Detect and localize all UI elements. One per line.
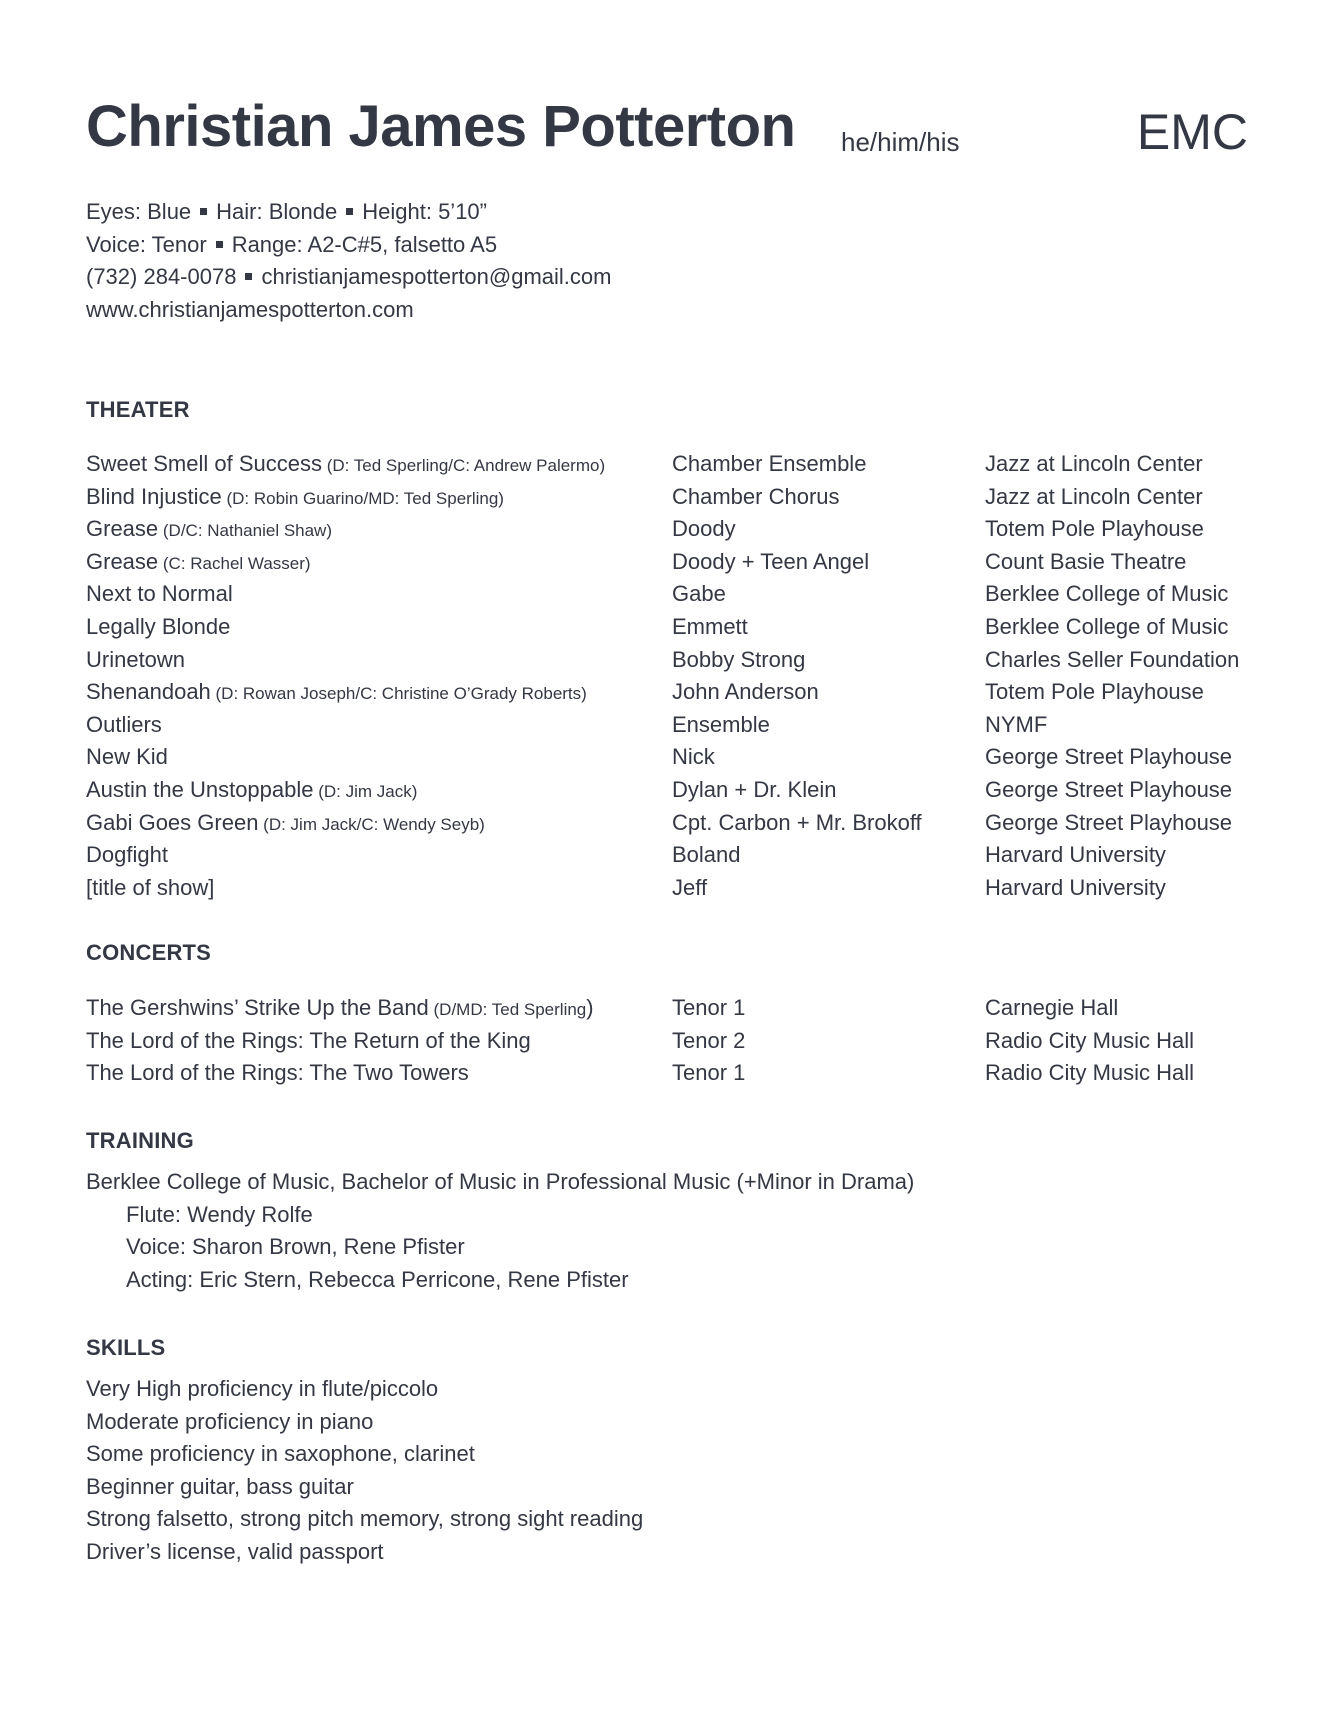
credit-role: Cpt. Carbon + Mr. Brokoff	[672, 809, 922, 835]
credit-row	[86, 644, 1266, 677]
show-title: The Lord of the Rings: The Two Towers	[86, 1060, 469, 1086]
credit-row	[86, 481, 1266, 514]
show-title: Blind Injustice	[86, 483, 222, 509]
credit-role: Tenor 1	[672, 995, 746, 1020]
credit-venue: Berklee College of Music	[985, 613, 1229, 639]
show-title: Sweet Smell of Success	[86, 451, 322, 476]
credit-row	[86, 741, 1266, 774]
credit-show	[86, 807, 485, 842]
contact-info	[86, 196, 611, 326]
credit-role: Tenor 2	[672, 1027, 746, 1053]
credit-row	[86, 774, 1266, 807]
credit-show	[86, 774, 417, 809]
theater-credits	[86, 448, 1266, 904]
pronouns: he/him/his	[841, 127, 960, 157]
credit-role: Tenor 1	[672, 1060, 746, 1086]
skills-heading: SKILLS	[86, 1335, 166, 1360]
show-title: Dogfight	[86, 842, 168, 868]
show-title: Grease	[86, 548, 159, 574]
credit-role: Ensemble	[672, 711, 770, 737]
creative-team-note: (D/C: Nathaniel Shaw)	[158, 521, 332, 541]
credit-venue: Jazz at Lincoln Center	[985, 483, 1203, 509]
credit-row	[86, 709, 1266, 742]
credit-row	[86, 839, 1266, 872]
credit-venue: Charles Seller Foundation	[985, 646, 1240, 672]
credit-venue: Carnegie Hall	[985, 995, 1119, 1020]
skill-item: Very High proficiency in flute/piccolo	[86, 1376, 439, 1401]
show-title: Grease	[86, 516, 159, 542]
skill-item: Strong falsetto, strong pitch memory, strong sight reading	[86, 1506, 644, 1532]
concert-credits	[86, 992, 1266, 1090]
theater-heading: THEATER	[86, 397, 190, 422]
voice-type: Voice: Tenor	[86, 231, 207, 257]
credit-show	[86, 992, 594, 1027]
show-title: The Lord of the Rings: The Return of the King	[86, 1027, 531, 1053]
show-title: Outliers	[86, 711, 162, 737]
training-detail: Acting: Eric Stern, Rebecca Perricone, Rene Pfister	[126, 1266, 629, 1292]
skills-list	[86, 1373, 643, 1569]
skill-item: Driver’s license, valid passport	[86, 1538, 384, 1564]
show-title: Shenandoah	[86, 679, 211, 705]
height: Height: 5’10”	[362, 199, 487, 224]
credit-venue: George Street Playhouse	[985, 744, 1233, 770]
union-status: EMC	[1136, 104, 1248, 160]
credit-venue: Totem Pole Playhouse	[985, 679, 1204, 705]
credit-venue: Jazz at Lincoln Center	[985, 451, 1203, 476]
credit-show	[86, 839, 168, 874]
creative-team-note: (D: Robin Guarino/MD: Ted Sperling)	[221, 488, 504, 508]
voice-line	[86, 229, 611, 262]
show-title: The Gershwins’ Strike Up the Band	[86, 995, 429, 1020]
creative-team-note: (D/MD: Ted Sperling	[428, 1000, 587, 1019]
credit-venue: Harvard University	[985, 874, 1166, 900]
credit-role: Doody	[672, 516, 736, 542]
credit-row	[86, 676, 1266, 709]
credit-show	[86, 676, 587, 711]
show-title: Urinetown	[86, 646, 186, 672]
resume-header	[86, 92, 1248, 172]
credit-show	[86, 741, 168, 776]
credit-row	[86, 513, 1266, 546]
credit-role: Emmett	[672, 613, 748, 639]
appearance-line	[86, 196, 611, 229]
credit-show	[86, 546, 311, 581]
vocal-range: Range: A2-C#5, falsetto A5	[231, 231, 498, 257]
creative-team-note: (D: Rowan Joseph/C: Christine O’Grady Roberts)	[210, 684, 587, 704]
credit-venue: Berklee College of Music	[985, 581, 1229, 607]
credit-show	[86, 1025, 531, 1060]
credit-role: Dylan + Dr. Klein	[672, 776, 837, 802]
credit-venue: George Street Playhouse	[985, 776, 1233, 802]
training-heading: TRAINING	[86, 1128, 194, 1153]
credit-venue: Count Basie Theatre	[985, 548, 1187, 574]
credit-role: Chamber Chorus	[672, 483, 840, 509]
skill-item: Beginner guitar, bass guitar	[86, 1473, 354, 1499]
training-detail: Flute: Wendy Rolfe	[126, 1201, 313, 1227]
training-list	[86, 1166, 914, 1296]
credit-show	[86, 448, 605, 483]
credit-role: Gabe	[672, 581, 726, 607]
show-title: Next to Normal	[86, 581, 233, 607]
skill-item: Some proficiency in saxophone, clarinet	[86, 1441, 475, 1467]
credit-venue: Radio City Music Hall	[985, 1060, 1195, 1086]
phone-number[interactable]: (732) 284-0078	[86, 264, 237, 289]
bullet-square-icon	[245, 273, 252, 280]
credit-role: Doody + Teen Angel	[672, 548, 870, 574]
credit-show	[86, 481, 504, 516]
credit-row	[86, 872, 1266, 905]
email-address[interactable]: christianjamespotterton@gmail.com	[261, 264, 612, 289]
credit-row	[86, 546, 1266, 579]
performer-name: Christian James Potterton	[86, 94, 796, 159]
credit-venue: Radio City Music Hall	[985, 1027, 1195, 1053]
credit-show	[86, 644, 185, 679]
phone-email-line	[86, 261, 611, 294]
eye-color: Eyes: Blue	[86, 199, 192, 224]
credit-row	[86, 807, 1266, 840]
credit-role: Boland	[672, 842, 741, 868]
website-line	[86, 294, 611, 327]
hair-color: Hair: Blonde	[216, 199, 338, 224]
bullet-square-icon	[346, 208, 353, 215]
skill-item: Moderate proficiency in piano	[86, 1408, 374, 1434]
show-title: New Kid	[86, 744, 168, 770]
credit-row	[86, 1025, 1266, 1058]
creative-team-note: (C: Rachel Wasser)	[158, 553, 311, 573]
training-school: Berklee College of Music, Bachelor of Music in Professional Music (+Minor in Drama)	[86, 1169, 915, 1194]
creative-team-note: (D: Ted Sperling/C: Andrew Palermo)	[321, 456, 606, 475]
show-title: [title of show]	[86, 874, 215, 900]
credit-role: Chamber Ensemble	[672, 451, 867, 476]
website-link[interactable]: www.christianjamespotterton.com	[86, 296, 414, 322]
show-title: Gabi Goes Green	[86, 809, 259, 835]
note-closing-paren: )	[586, 995, 594, 1020]
credit-show	[86, 1057, 469, 1092]
credit-row	[86, 992, 1266, 1025]
creative-team-note: (D: Jim Jack/C: Wendy Seyb)	[258, 814, 485, 834]
credit-show	[86, 513, 332, 548]
show-title: Austin the Unstoppable	[86, 776, 314, 802]
creative-team-note: (D: Jim Jack)	[313, 781, 418, 801]
show-title: Legally Blonde	[86, 613, 231, 639]
credit-row	[86, 448, 1266, 481]
credit-show	[86, 611, 230, 646]
bullet-square-icon	[200, 208, 207, 215]
credit-show	[86, 578, 233, 613]
credit-venue: NYMF	[985, 711, 1048, 737]
credit-role: Jeff	[672, 874, 708, 900]
credit-show	[86, 709, 162, 744]
training-detail: Voice: Sharon Brown, Rene Pfister	[126, 1234, 465, 1260]
credit-venue: Totem Pole Playhouse	[985, 516, 1204, 542]
credit-role: Nick	[672, 744, 715, 770]
bullet-square-icon	[216, 241, 223, 248]
credit-row	[86, 578, 1266, 611]
credit-role: Bobby Strong	[672, 646, 806, 672]
credit-venue: Harvard University	[985, 842, 1166, 868]
credit-venue: George Street Playhouse	[985, 809, 1233, 835]
credit-role: John Anderson	[672, 679, 819, 705]
credit-row	[86, 611, 1266, 644]
credit-row	[86, 1057, 1266, 1090]
credit-show	[86, 872, 214, 907]
concerts-heading: CONCERTS	[86, 940, 212, 965]
